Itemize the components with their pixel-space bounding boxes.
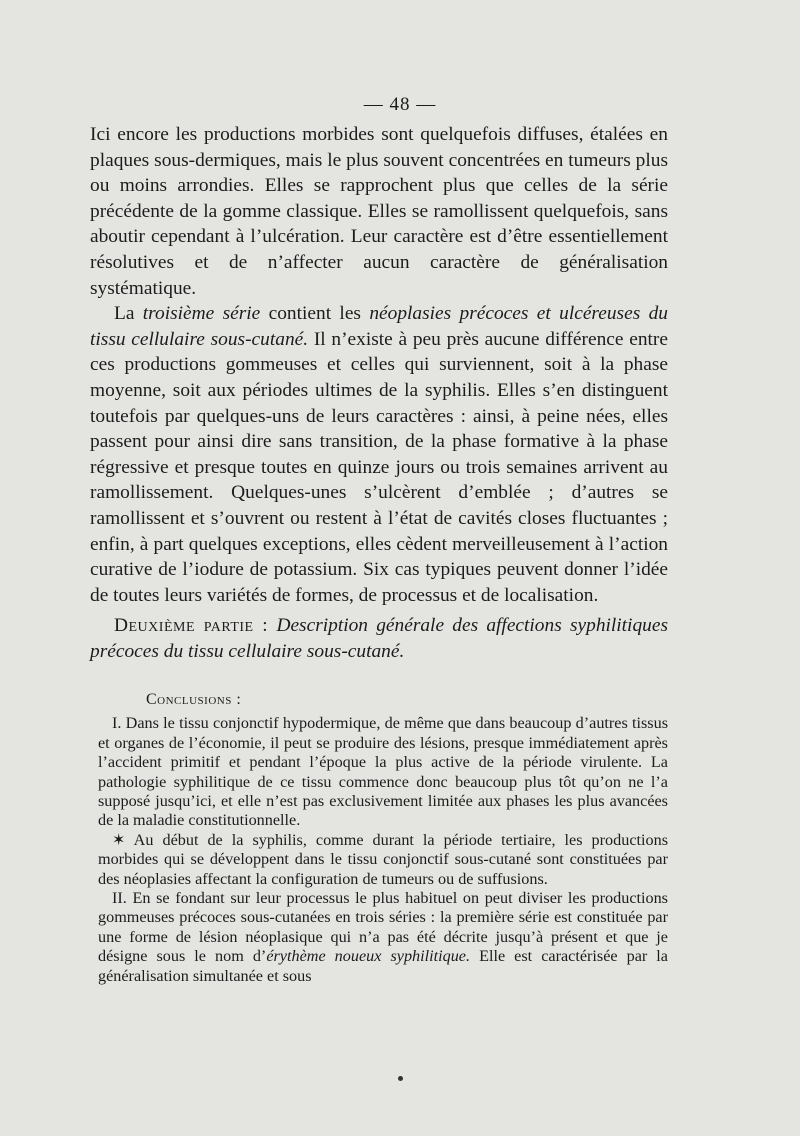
section-label: Deuxième partie :	[114, 615, 269, 637]
section-title: Description générale des affections syphilitiques précoces du tissu cellulaire sous-cutané.	[90, 615, 668, 662]
page-number: — 48 —	[363, 94, 437, 115]
main-text	[90, 122, 668, 664]
paragraph-third-series: La troisième série contient les néoplasies précoces et ulcéreuses du tissu cellulaire sous-cutané. Il n’existe à peu près aucune différence entre ces productions gommeuses et celles qui surviennent, soit à la phase moyenne, soit aux périodes ultimes de la syphilis. Elles s’en distinguent toutefois par quelques-uns de leurs caractères : ainsi, à peine nées, elles passent pour ainsi dire sans transition, de la phase formative à la phase régressive et presque toutes en quinze jours ou trois semaines arrivent au ramollissement. Quelques-unes s’ulcèrent d’emblée ; d’autres se ramollissent et s’ouvrent ou restent à l’état de cavités closes fluctuantes ; enfin, à part quelques exceptions, elles cèdent merveilleusement à l’action curative de l’iodure de potassium. Six cas typiques peuvent donner l’idée de toutes leurs variétés de formes, de processus et de localisation.	[90, 303, 668, 606]
troisieme-serie-italic: troisième série	[142, 303, 261, 325]
footer-dot	[398, 1076, 403, 1081]
conclusion-item-star: ✶ Au début de la syphilis, comme durant la période tertiaire, les productions morbides qui se développent dans le tissu conjonctif sous-cutané sont constituées par des néoplasies affectant la configuration de tumeurs ou de suffusions.	[98, 830, 668, 888]
erytheme-italic: érythème noueux syphilitique.	[266, 947, 471, 966]
conclusion-item-2: II. En se fondant sur leur processus le plus habituel on peut diviser les productions gommeuses précoces sous-cutanées en trois séries : la première série est constituée par une forme de lésion néoplasique qui n’a pas été décrite jusqu’à présent et que je désigne sous le nom d’érythème noueux syphilitique. Elle est caractérisée par la généralisation simultanée et sous	[98, 889, 668, 985]
paragraph-first: Ici encore les productions morbides sont quelquefois diffuses, étalées en plaques sous-dermiques, mais le plus souvent concentrées en tumeurs plus ou moins arrondies. Elles se rapprochent plus que celles de la série précédente de la gomme classique. Elles se ramollissent quelquefois, sans aboutir cependant à l’ulcération. Leur caractère est d’être essentiellement résolutives et de n’affecter aucun caractère de généralisation systématique.	[90, 124, 668, 299]
conclusions-block	[98, 690, 668, 986]
neoplasies-italic: néoplasies précoces et ulcéreuses du tissu cellulaire sous-cutané.	[90, 303, 668, 350]
conclusion-item-1: I. Dans le tissu conjonctif hypodermique, de même que dans beaucoup d’autres tissus et organes de l’économie, il peut se produire des lésions, presque immédiatement après l’accident primitif et pendant l’époque la plus active de la période virulente. La pathologie syphilitique de ce tissu commence donc beaucoup plus tôt qu’on ne l’a supposé jusqu’ici, et elle n’est pas exclusivement limitée aux phases les plus avancées de la maladie constitutionnelle.	[98, 714, 668, 830]
conclusions-title: Conclusions :	[146, 691, 242, 708]
section-heading	[90, 613, 668, 664]
